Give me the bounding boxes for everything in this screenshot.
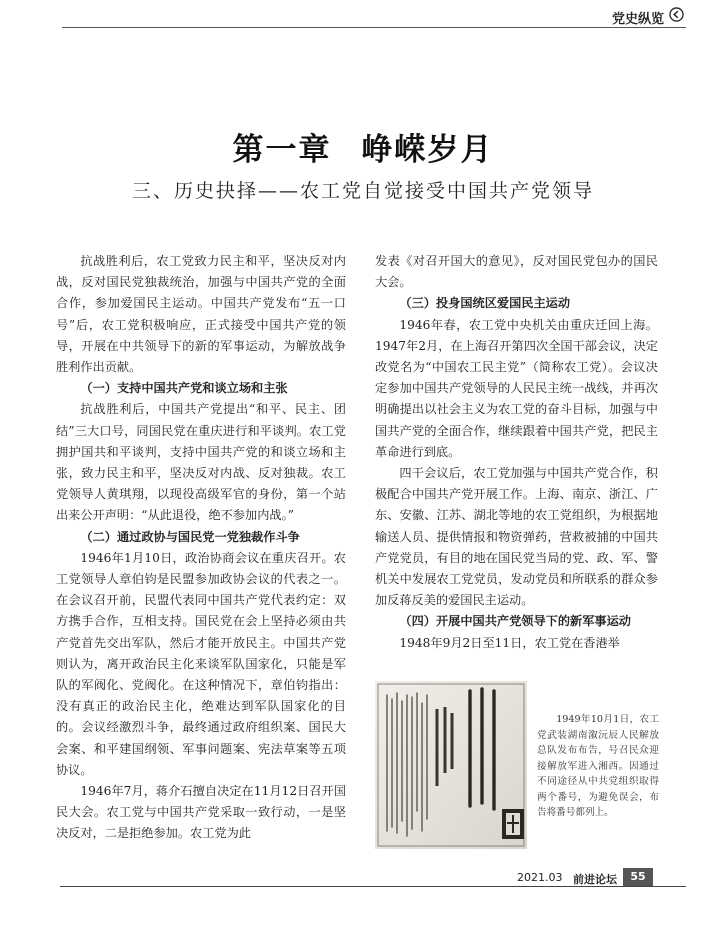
paragraph: 四干会议后，农工党加强与中国共产党合作，积极配合中国共产党开展工作。上海、南京、浙江、广东、安徽、江苏、湖北等地的农工党组织，为根据地输送人员、提供情报和物资弹药，营救被捕的中国共产党党员，有目的地在国民党当局的党、政、军、警机关中发展农工党党员，发动党员和所联系的群众参加反蒋反美的爱国民主运动。 (375, 466, 658, 608)
paragraph: 抗战胜利后，中国共产党提出“和平、民主、团结”三大口号，同国民党在重庆进行和平谈判。农工党拥护国共和平谈判，支持中国共产党的和谈立场和主张，致力民主和平，坚决反对内战、反对独裁。农工党领导人黄琪翔，以现役高级军官的身份，第一个站出来公开声明：“从此退役，绝不参加内战。” (56, 402, 346, 523)
paragraph: 发表《对召开国大的意见》，反对国民党包办的国民大会。 (375, 254, 658, 290)
section-name: 党史纵览 (611, 12, 664, 27)
section-heading: （三）投身国统区爱国民主运动 (399, 296, 571, 311)
section-heading: （四）开展中国共产党领导下的新军事运动 (399, 614, 631, 629)
right-column (375, 251, 658, 654)
page-number: 55 (623, 868, 653, 886)
paragraph: 1946年春，农工党中央机关由重庆迁回上海。1947年2月，在上海召开第四次全国干部会议，决定改党名为“中国农工民主党”（简称农工党）。会议决定参加中国共产党领导的人民民主统一战线，并再次明确提出以社会主义为农工党的奋斗目标，加强与中国共产党的全面合作，继续跟着中国共产党，把民主革命进行到底。 (375, 317, 658, 459)
paragraph: 抗战胜利后，农工党致力民主和平，坚决反对内战，反对国民党独裁统治，加强与中国共产党的全面合作，参加爱国民主运动。中国共产党发布“五一口号”后，农工党积极响应，正式接受中国共产党的领导，开展在中共领导下的新的军事运动，为解放战争胜利作出贡献。 (56, 254, 346, 375)
left-column (56, 251, 346, 845)
circle-arrow-icon (669, 7, 684, 22)
figure-caption: 1949年10月1日，农工党武装湖南溆沅辰人民解放总队发布布告，号召民众迎接解放军进入湘西。因通过不同途径从中共党组织取得两个番号，为避免误会，布告将番号都列上。 (537, 714, 659, 818)
page-footer (0, 868, 726, 928)
section-heading: （一）支持中国共产党和谈立场和主张 (80, 381, 288, 396)
article-subtitle: 三、历史抉择——农工党自觉接受中国共产党领导 (131, 180, 594, 202)
paragraph: 1946年7月，蒋介石擅自决定在11月12日召开国民大会。农工党与中国共产党采取一致行动，一是坚决反对，二是拒绝参加。农工党为此 (56, 784, 346, 841)
page-header (0, 0, 726, 30)
historical-poster-photo (375, 681, 527, 849)
magazine-name: 前进论坛 (573, 873, 617, 886)
header-rule (62, 27, 686, 28)
section-heading: （二）通过政协与国民党一党独裁作斗争 (80, 529, 300, 544)
chapter-title (0, 124, 726, 169)
issue-date: 2021.03 (517, 871, 563, 884)
chapter-name: 峥嵘岁月 (361, 132, 494, 168)
paragraph: 1948年9月2日至11日，农工党在香港举 (399, 635, 620, 650)
paragraph: 1946年1月10日，政治协商会议在重庆召开。农工党领导人章伯钧是民盟参加政协会议的代表之一。在会议召开前，民盟代表同中国共产党代表约定：双方携手合作，互相支持。国民党在会上坚持必须由共产党首先交出军队，然后才能开放民主。中国共产党则认为，离开政治民主化来谈军队国家化，只能是军队的军阀化、党阀化。在这种情况下，章伯钧指出：没有真正的政治民主化，绝难达到军队国家化的目的。会议经激烈斗争，最终通过政府组织案、国民大会案、和平建国纲领、军事问题案、宪法草案等五项协议。 (56, 550, 346, 777)
chapter-label: 第一章 (232, 132, 332, 168)
